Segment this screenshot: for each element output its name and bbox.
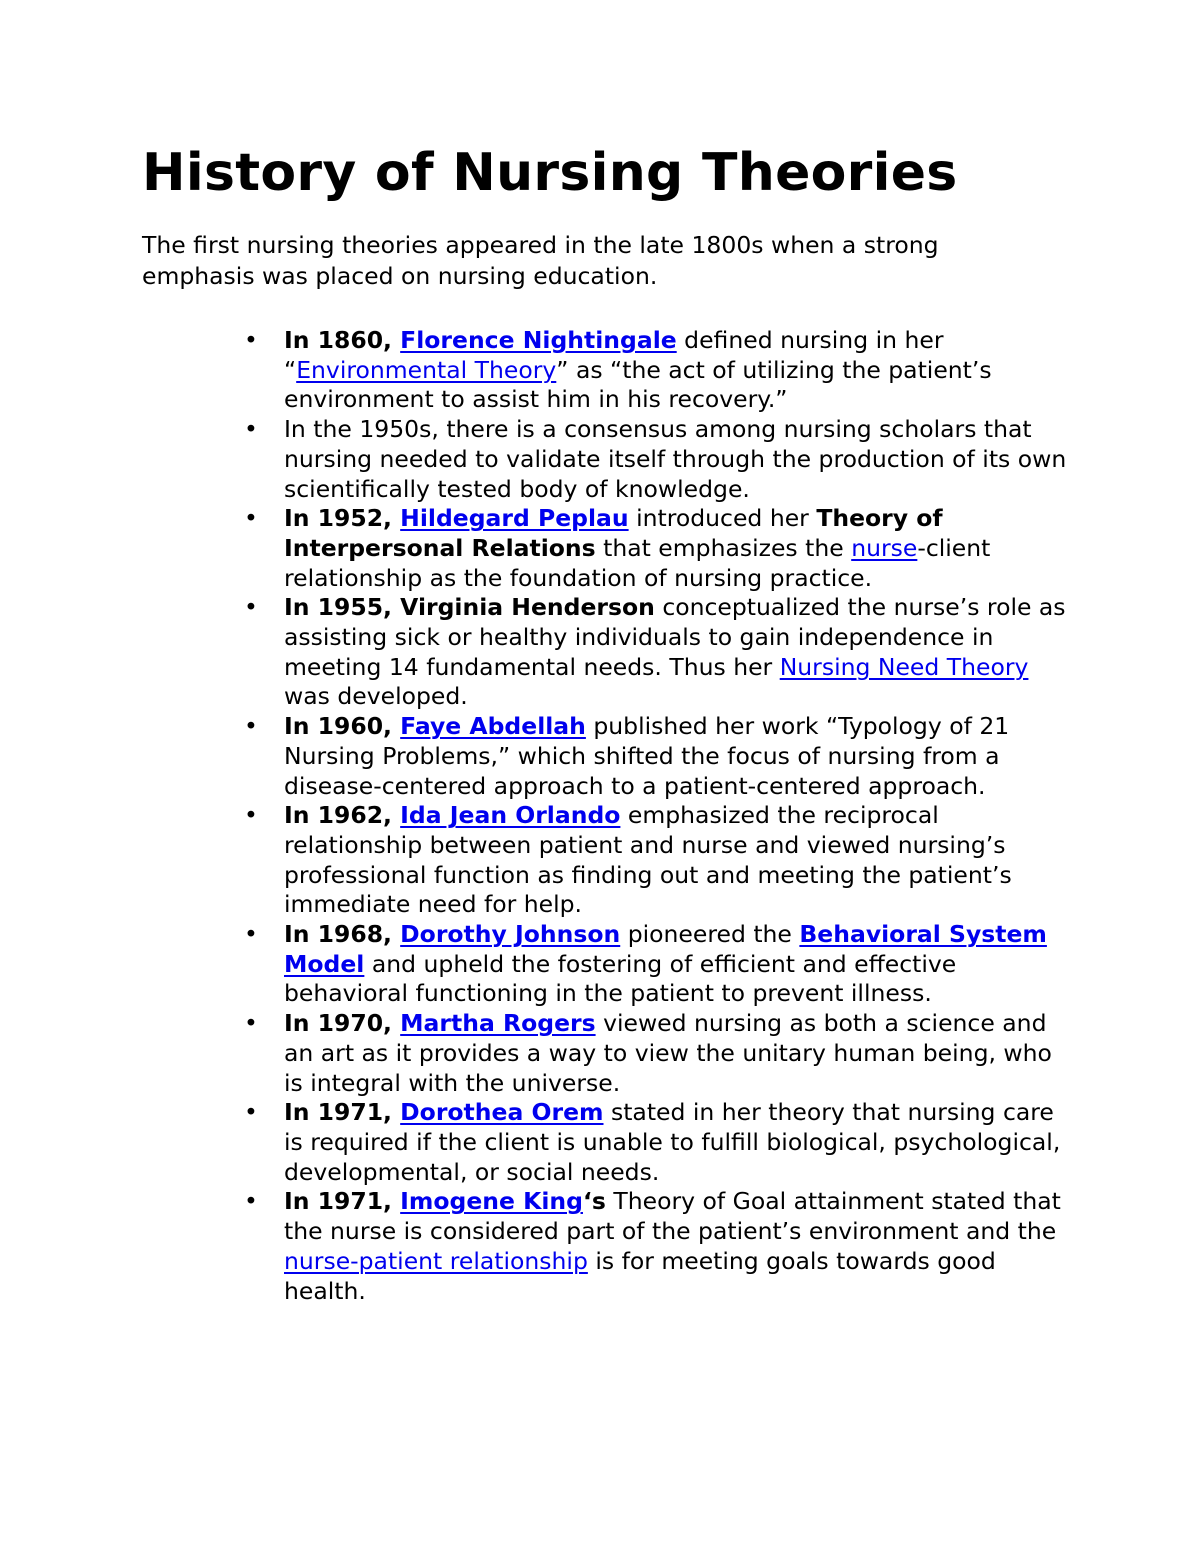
bullet-icon: • xyxy=(244,415,258,444)
item-text: -client relationship as the foundation of nursing practice. xyxy=(284,533,991,592)
item-text: is for meeting goals towards good health. xyxy=(284,1246,996,1305)
list-item-1952 xyxy=(244,504,1074,593)
page-title: History of Nursing Theories xyxy=(142,143,958,203)
item-year: In 1970, xyxy=(284,1009,401,1038)
item-year-person: In 1955, Virginia Henderson xyxy=(284,593,655,622)
list-item-1968 xyxy=(244,920,1074,1009)
item-year: In 1971, xyxy=(284,1098,401,1127)
bullet-icon: • xyxy=(244,593,258,622)
link-ida-jean-orlando[interactable]: Ida Jean Orlando xyxy=(400,801,621,830)
item-text: emphasized the reciprocal relationship between patient and nurse and viewed nursing’s professional function as finding out and meeting the patient’s immediate need for help. xyxy=(284,801,1012,919)
link-faye-abdellah[interactable]: Faye Abdellah xyxy=(400,712,586,741)
bullet-icon: • xyxy=(244,1098,258,1127)
bullet-icon: • xyxy=(244,326,258,354)
list-item-1970 xyxy=(244,1009,1074,1098)
link-nursing-need-theory[interactable]: Nursing Need Theory xyxy=(779,652,1029,681)
item-text: In the 1950s, there is a consensus among nursing scholars that nursing needed to validate itself through the production of its own scientifically tested body of knowledge. xyxy=(284,415,1067,503)
item-text: and upheld the fostering of efficient and effective behavioral functioning in the patient to prevent illness. xyxy=(284,949,957,1008)
item-text: that emphasizes the xyxy=(595,533,852,562)
bullet-icon: • xyxy=(244,1009,258,1038)
item-text: viewed nursing as both a science and an art as it provides a way to view the unitary human being, who is integral with the universe. xyxy=(284,1009,1052,1097)
link-dorothea-orem[interactable]: Dorothea Orem xyxy=(400,1098,604,1127)
link-martha-rogers[interactable]: Martha Rogers xyxy=(400,1009,596,1038)
bullet-icon: • xyxy=(244,1187,258,1216)
bullet-icon: • xyxy=(244,504,258,533)
link-florence-nightingale[interactable]: Florence Nightingale xyxy=(400,326,677,354)
item-text: published her work “Typology of 21 Nursing Problems,” which shifted the focus of nursing from a disease-centered approach to a patient-centered approach. xyxy=(284,712,1010,800)
item-possessive: ‘s xyxy=(582,1187,606,1216)
link-behavioral-system-model[interactable]: Behavioral System Model xyxy=(284,920,1047,978)
item-year: In 1971, xyxy=(284,1187,401,1216)
item-theory-name: Theory of Interpersonal Relations xyxy=(284,504,943,562)
bullet-icon: • xyxy=(244,801,258,830)
list-item-1960 xyxy=(244,712,1074,801)
item-text: conceptualized the nurse’s role as assisting sick or healthy individuals to gain independence in meeting 14 fundamental needs. Thus her xyxy=(284,593,1066,681)
list-item-1955 xyxy=(244,593,1074,712)
list-item-1860 xyxy=(244,326,1074,415)
list-item-1950s xyxy=(244,415,1074,504)
list-item-1962 xyxy=(244,801,1074,920)
link-environmental-theory[interactable]: Environmental Theory xyxy=(296,355,557,384)
link-hildegard-peplau[interactable]: Hildegard Peplau xyxy=(400,504,629,533)
item-year: In 1968, xyxy=(284,920,401,949)
item-text: pioneered the xyxy=(620,920,800,949)
item-text: stated in her theory that nursing care is required if the client is unable to fulfill biological, psychological, developmental, or social needs. xyxy=(284,1098,1061,1186)
bullet-icon: • xyxy=(244,712,258,741)
bullet-icon: • xyxy=(244,920,258,949)
link-dorothy-johnson[interactable]: Dorothy Johnson xyxy=(400,920,621,949)
item-year: In 1960, xyxy=(284,712,401,741)
item-text: defined nursing in her “ xyxy=(284,326,944,384)
item-year: In 1952, xyxy=(284,504,401,533)
item-year: In 1860, xyxy=(284,326,401,354)
item-text: introduced her xyxy=(628,504,817,533)
list-item-1971-king xyxy=(244,1187,1074,1306)
theories-list xyxy=(244,326,1074,1306)
link-nurse-patient-relationship[interactable]: nurse-patient relationship xyxy=(284,1246,588,1275)
link-nurse[interactable]: nurse xyxy=(851,533,918,562)
item-text: ” as “the act of utilizing the patient’s environment to assist him in his recovery.” xyxy=(284,355,992,414)
item-text: was developed. xyxy=(284,682,468,711)
intro-paragraph: The first nursing theories appeared in the late 1800s when a strong emphasis was placed on nursing education. xyxy=(142,231,939,290)
link-imogene-king[interactable]: Imogene King xyxy=(400,1187,583,1216)
item-year: In 1962, xyxy=(284,801,401,830)
item-text: Theory of Goal attainment stated that the nurse is considered part of the patient’s environment and the xyxy=(284,1187,1061,1246)
list-item-1971-orem xyxy=(244,1098,1074,1187)
